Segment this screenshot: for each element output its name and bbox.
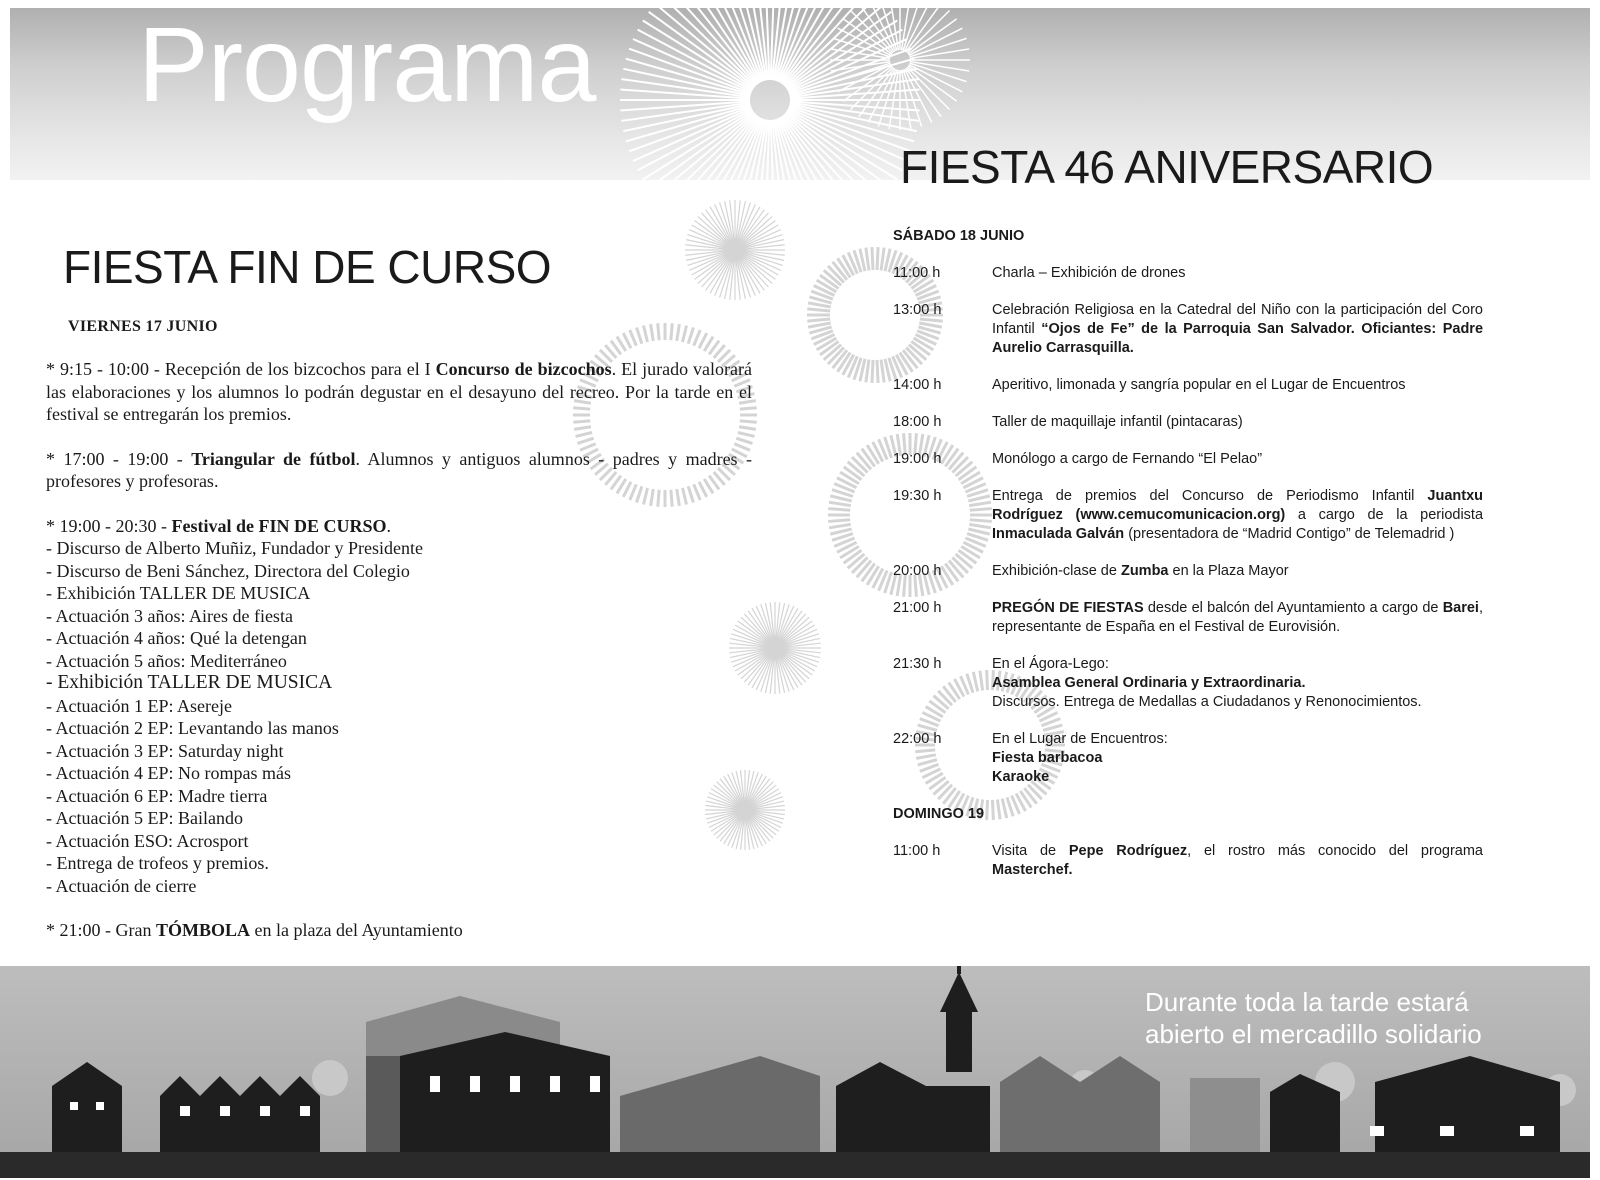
text: . Alumnos y antiguos alumnos - padres y madres - profesores y profesoras. [46,448,753,491]
text: . [386,515,391,536]
footer-line: Durante toda la tarde estará [1145,987,1469,1017]
text: en la plaza del Ayuntamiento [250,920,463,940]
day-title-sabado: SÁBADO 18 JUNIO [893,228,1025,244]
schedule-time: 14:00 h [893,377,942,393]
list-item: - Actuación 3 años: Aires de fiesta [46,605,293,626]
schedule-desc [992,301,1483,358]
text-bold: Fiesta barbacoa [992,750,1103,766]
list-item: - Actuación 1 EP: Asereje [46,695,232,716]
text: desde el balcón del Ayuntamiento a cargo de [1143,600,1443,616]
footer-line: abierto el mercadillo solidario [1145,1019,1482,1049]
list-item: - Exhibición TALLER DE MUSICA [46,583,311,603]
fin-de-curso-title: FIESTA FIN DE CURSO [63,241,552,293]
schedule-row [893,376,1483,395]
schedule-desc [992,562,1483,581]
list-item: - Exhibición TALLER DE MUSICA [46,672,333,693]
text-bold: “Ojos de Fe” de la Parroquia San Salvador. Oficiantes: Padre Aurelio Carrasquilla. [992,321,1484,356]
schedule-row [893,450,1483,469]
text: En el Ágora-Lego: [992,656,1109,672]
schedule-time: 21:30 h [893,656,942,672]
schedule-time: 13:00 h [893,302,942,318]
text: a cargo de la periodista [1285,507,1484,523]
item-futbol [46,448,752,493]
schedule-row [893,655,1483,712]
text: , representante de España en el Festival de Eurovisión. [992,600,1483,635]
text: * 17:00 - 19:00 - [46,448,192,469]
text: Exhibición-clase de [992,563,1121,579]
schedule-desc: Taller de maquillaje infantil (pintacaras) [992,414,1243,430]
list-item: - Actuación 5 EP: Bailando [46,808,243,828]
text: * 21:00 - Gran [46,920,156,940]
schedule-time: 11:00 h [893,265,941,281]
text-bold: Juantxu Rodríguez (www.cemucomunicacion.org) [992,488,1483,523]
schedule-desc: Aperitivo, limonada y sangría popular en el Lugar de Encuentros [992,377,1406,393]
text-bold: Inmaculada Galván [992,526,1125,542]
text-bold: Triangular de fútbol [191,448,356,469]
schedule-time: 22:00 h [893,731,942,747]
schedule-row [893,301,1483,358]
text: * 19:00 - 20:30 - [46,515,172,536]
text-bold: Asamblea General Ordinaria y Extraordinaria. [992,675,1306,691]
text: . El jurado valorará las elaboraciones y los alumnos lo podrán degustar en el desayuno del recreo. Por la tarde en el festival se entregarán los premios. [46,359,753,424]
list-item: - Discurso de Beni Sánchez, Directora del Colegio [46,560,410,581]
text-bold: Karaoke [992,769,1050,785]
fin-de-curso-program [46,358,752,942]
footer-notice [1145,986,1565,1050]
schedule-time: 21:00 h [893,600,942,616]
list-item: - Actuación 6 EP: Madre tierra [46,785,268,806]
schedule-desc: Charla – Exhibición de drones [992,265,1186,281]
schedule-row [893,487,1483,544]
aniversario-section [893,141,1484,898]
schedule-time: 18:00 h [893,414,942,430]
list-item: - Discurso de Alberto Muñiz, Fundador y Presidente [46,538,423,558]
list-item: - Actuación de cierre [46,875,197,896]
item-festival [46,515,752,898]
text: en la Plaza Mayor [1168,563,1289,579]
schedule-desc [992,599,1483,637]
list-item: - Actuación 2 EP: Levantando las manos [46,718,339,738]
text-bold: Masterchef. [992,862,1073,878]
schedule-time: 19:30 h [893,488,942,504]
page-title: Programa [138,6,596,124]
schedule-row [893,264,1483,283]
schedule-row [893,599,1483,637]
text-bold: Barei [1442,600,1479,616]
text: (presentadora de “Madrid Contigo” de Telemadrid ) [1124,526,1455,542]
list-item: - Actuación 4 años: Qué la detengan [46,628,307,648]
schedule-desc [992,655,1483,712]
schedule-desc [992,487,1483,544]
schedule-time: 19:00 h [893,451,942,467]
day-title-domingo: DOMINGO 19 [893,806,985,822]
aniversario-title: FIESTA 46 ANIVERSARIO [900,141,1434,193]
list-item: - Actuación ESO: Acrosport [46,830,249,851]
schedule-time: 11:00 h [893,843,941,859]
text: Celebración Religiosa en la Catedral del Niño con la participación del Coro Infantil [992,302,1483,337]
festival-heading [46,515,752,538]
text-bold: PREGÓN DE FIESTAS [992,600,1144,616]
list-item: - Entrega de trofeos y premios. [46,853,269,873]
schedule-desc [992,730,1483,787]
schedule-row [893,562,1483,581]
fin-de-curso-section [46,240,752,964]
text-bold: TÓMBOLA [155,920,250,940]
text: En el Lugar de Encuentros: [992,731,1168,747]
text-bold: Pepe Rodríguez [1068,843,1188,859]
schedule-time: 20:00 h [893,563,942,579]
text: Discursos. Entrega de Medallas a Ciudadanos y Renonocimientos. [992,694,1422,710]
schedule-row [893,730,1483,787]
text: , el rostro más conocido del programa [1187,843,1483,859]
schedule-row [893,413,1483,432]
list-item: - Actuación 5 años: Mediterráneo [46,650,287,671]
text: * 9:15 - 10:00 - Recepción de los bizcochos para el I [46,359,436,379]
item-tombola [46,919,752,942]
schedule-row [893,842,1483,880]
list-item: - Actuación 3 EP: Saturday night [46,740,284,761]
day-title-viernes: VIERNES 17 JUNIO [68,318,218,335]
text-bold: Festival de FIN DE CURSO [171,515,387,536]
schedule-desc: Monólogo a cargo de Fernando “El Pelao” [992,451,1263,467]
text-bold: Zumba [1120,563,1169,579]
item-bizcochos [46,358,752,426]
text-bold: Concurso de bizcochos [435,359,612,379]
list-item: - Actuación 4 EP: No rompas más [46,763,291,783]
schedule-desc [992,842,1483,880]
text: Visita de [992,843,1069,859]
text: Entrega de premios del Concurso de Periodismo Infantil [992,488,1428,504]
